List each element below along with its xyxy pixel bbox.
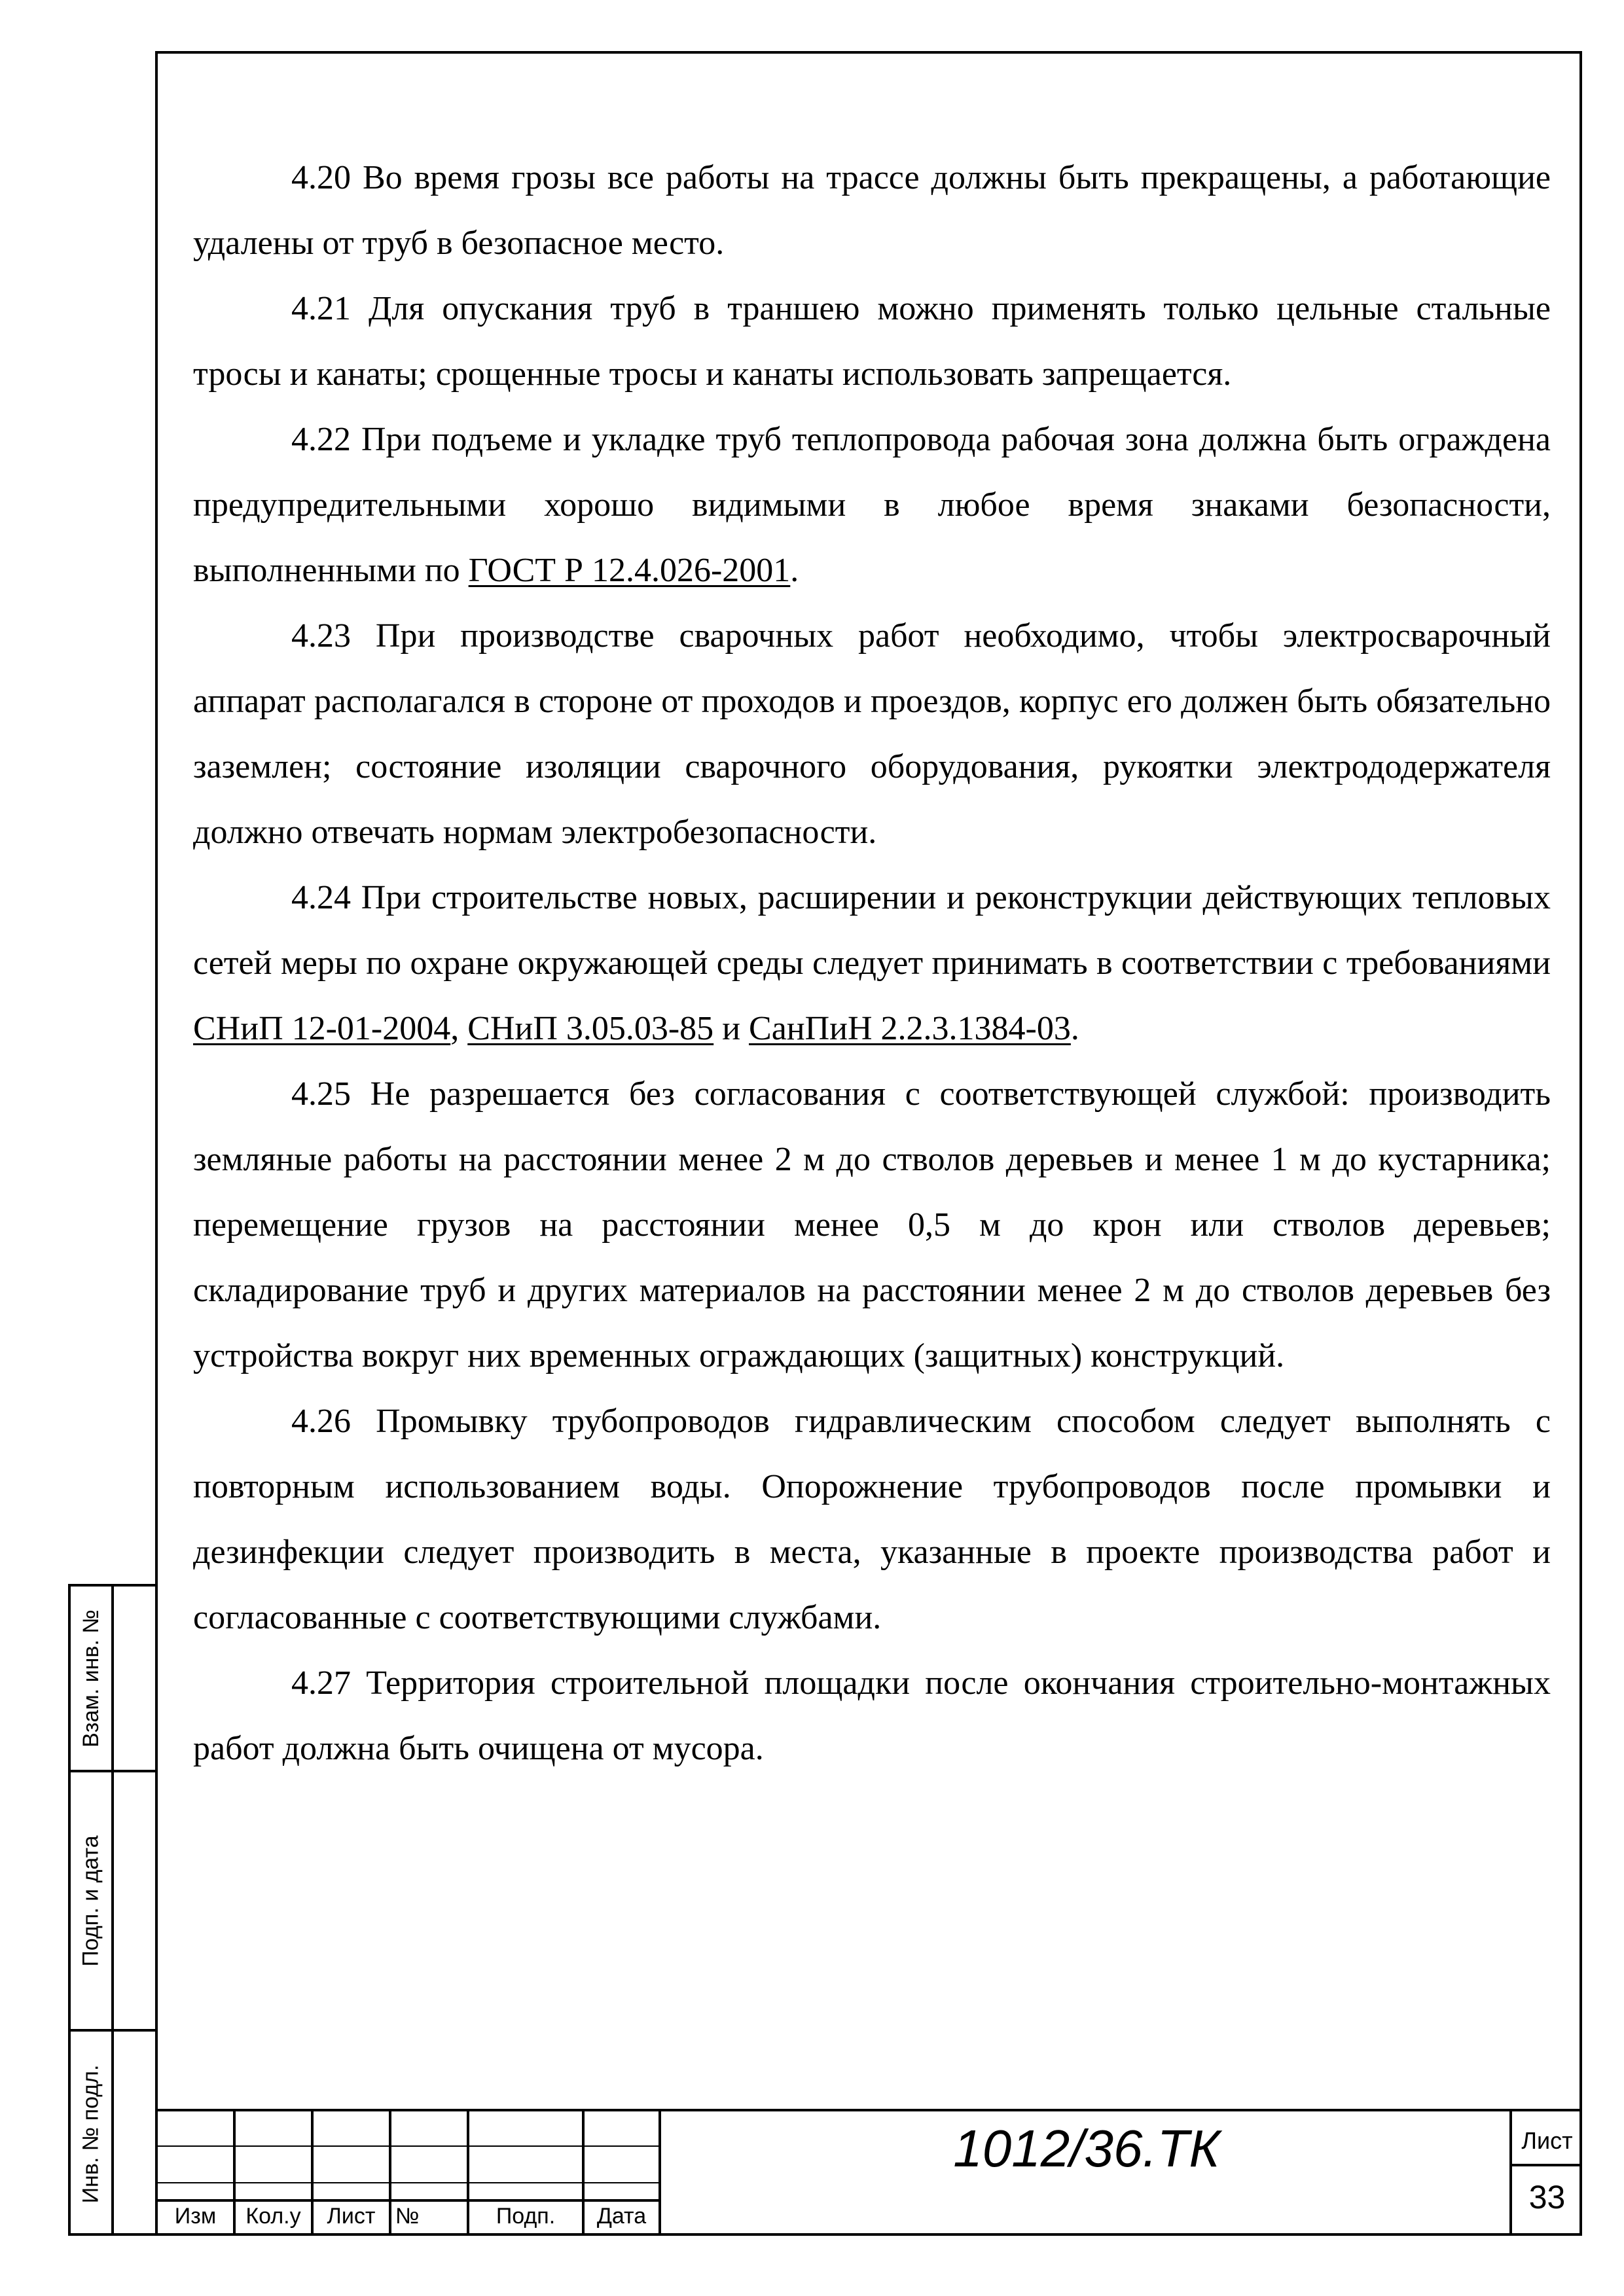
side-stamp-divider	[111, 1587, 114, 2233]
title-block-border	[155, 2109, 1582, 2111]
title-block-col-header: Лист	[327, 2204, 376, 2229]
paragraph-text: ,	[450, 1010, 468, 1047]
paragraph-text: 4.24 При строительстве новых, расширении и реконструкции действующих тепловых сетей меры по охране окружающей среды следует принимать в соответствии с требованиями	[193, 879, 1551, 982]
paragraph-text: .	[1070, 1010, 1079, 1047]
side-stamp-replacement: Взам. инв. №	[78, 1609, 103, 1748]
side-stamp-inventory: Инв. № подл.	[78, 2064, 103, 2203]
paragraph-4-26: 4.26 Промывку трубопроводов гидравлическим способом следует выполнять с повторным использованием воды. Опорожнение трубопроводов после промывки и дезинфекции следует производить в места, указанные в проекте производства работ и согласованные с соответствующими службами.	[193, 1403, 1551, 1636]
side-stamp-signature-date: Подп. и дата	[78, 1835, 103, 1967]
side-stamp	[68, 1584, 155, 2236]
title-block-row-divider	[155, 2199, 661, 2202]
title-block-col-header: Дата	[596, 2204, 647, 2229]
title-block-row-divider	[155, 2145, 661, 2147]
sheet-number: 33	[1528, 2179, 1566, 2215]
document-code: 1012/36.ТК	[953, 2119, 1220, 2178]
standard-reference-link[interactable]: ГОСТ Р 12.4.026-2001	[468, 552, 791, 589]
paragraph-4-25: 4.25 Не разрешается без согласования с соответствующей службой: производить земляные работы на расстоянии менее 2 м до стволов деревьев и менее 1 м до кустарника; перемещение грузов на расстоянии менее 0,5 м до крон или стволов деревьев; складирование труб и других материалов на расстоянии менее 2 м до стволов деревьев без устройства вокруг них временных ограждающих (защитных) конструкций.	[193, 1075, 1551, 1374]
standard-reference-link[interactable]: СанПиН 2.2.3.1384-03	[749, 1010, 1071, 1047]
title-block-col-header: №	[395, 2204, 420, 2229]
title-block-col-header: Кол.у	[245, 2204, 301, 2229]
paragraph-text: .	[790, 552, 799, 589]
title-block-col-header: Подп.	[496, 2204, 556, 2229]
sheet-label: Лист	[1521, 2127, 1573, 2154]
paragraph-4-24	[193, 865, 1551, 1062]
title-block-row-divider	[155, 2182, 661, 2183]
paragraph-4-23: 4.23 При производстве сварочных работ необходимо, чтобы электросварочный аппарат располагался в стороне от проходов и проездов, корпус его должен быть обязательно заземлен; состояние изоляции сварочного оборудования, рукоятки электрододержателя должно отвечать нормам электробезопасности.	[193, 617, 1551, 851]
standard-reference-link[interactable]: СНиП 3.05.03-85	[467, 1010, 714, 1047]
paragraph-text: 4.22 При подъеме и укладке труб теплопровода рабочая зона должна быть ограждена предупредительными хорошо видимыми в любое время знаками безопасности, выполненными по	[193, 421, 1551, 589]
paragraph-text: и	[713, 1010, 749, 1047]
title-block-row-divider	[1512, 2164, 1582, 2166]
paragraph-4-27: 4.27 Территория строительной площадки после окончания строительно-монтажных работ должна быть очищена от мусора.	[193, 1664, 1551, 1767]
paragraph-4-20: 4.20 Во время грозы все работы на трассе должны быть прекращены, а работающие удалены от труб в безопасное место.	[193, 159, 1551, 262]
title-block-col-header: Изм	[174, 2204, 217, 2229]
standard-reference-link[interactable]: СНиП 12-01-2004	[193, 1010, 451, 1047]
paragraph-4-21: 4.21 Для опускания труб в траншею можно применять только цельные стальные тросы и канаты; срощенные тросы и канаты использовать запрещается.	[193, 290, 1551, 393]
document-body	[193, 145, 1551, 1782]
paragraph-4-22	[193, 407, 1551, 603]
